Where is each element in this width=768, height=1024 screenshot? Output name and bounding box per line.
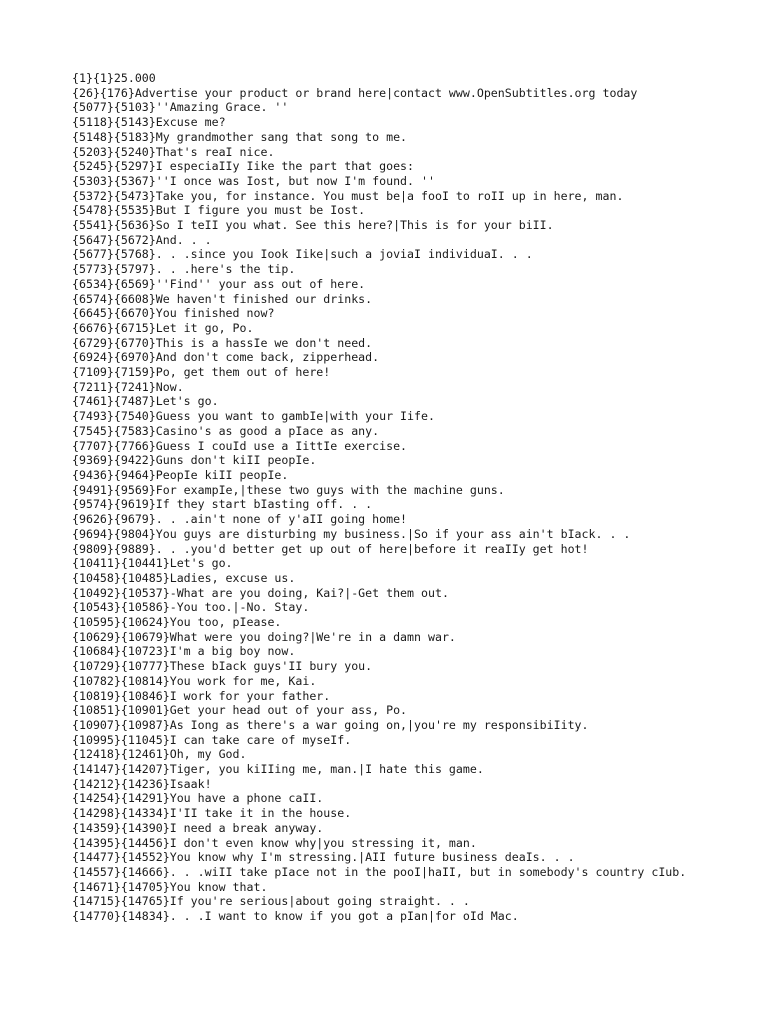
subtitle-line: {5541}{5636}So I teII you what. See this here?|This is for your biII. <box>72 218 554 233</box>
subtitle-line: {14715}{14765}If you're serious|about going straight. . . <box>72 894 470 909</box>
subtitle-line: {6924}{6970}And don't come back, zipperhead. <box>72 350 380 365</box>
subtitle-line: {6676}{6715}Let it go, Po. <box>72 320 254 335</box>
subtitle-line: {14359}{14390}I need a break anyway. <box>72 820 324 835</box>
subtitle-line: {5372}{5473}Take you, for instance. You must be|a fooI to roII up in here, man. <box>72 188 624 203</box>
subtitle-line: {10543}{10586}-You too.|-No. Stay. <box>72 600 310 615</box>
subtitle-line: {7707}{7766}Guess I couId use a IittIe exercise. <box>72 438 408 453</box>
subtitle-line: {6574}{6608}We haven't finished our drinks. <box>72 291 373 306</box>
subtitle-line: {5148}{5183}My grandmother sang that song to me. <box>72 129 408 144</box>
subtitle-line: {14298}{14334}I'II take it in the house. <box>72 806 352 821</box>
subtitle-line: {9626}{9679}. . .ain't none of y'aII going home! <box>72 512 408 527</box>
subtitle-line: {10411}{10441}Let's go. <box>72 556 233 571</box>
subtitle-line: {7109}{7159}Po, get them out of here! <box>72 365 331 380</box>
subtitle-line: {9369}{9422}Guns don't kiII peopIe. <box>72 453 317 468</box>
subtitle-line: {12418}{12461}Oh, my God. <box>72 747 247 762</box>
subtitle-line: {5773}{5797}. . .here's the tip. <box>72 262 296 277</box>
subtitle-line: {14254}{14291}You have a phone caII. <box>72 791 324 806</box>
subtitle-line: {14395}{14456}I don't even know why|you stressing it, man. <box>72 835 477 850</box>
subtitle-line: {10492}{10537}-What are you doing, Kai?|-Get them out. <box>72 585 449 600</box>
subtitle-line: {5303}{5367}''I once was Iost, but now I'm found. '' <box>72 173 435 188</box>
subtitle-line: {7493}{7540}Guess you want to gambIe|with your Iife. <box>72 409 435 424</box>
subtitle-line: {5677}{5768}. . .since you Iook Iike|such a joviaI individuaI. . . <box>72 247 533 262</box>
subtitle-line: {7211}{7241}Now. <box>72 379 184 394</box>
subtitle-line: {9574}{9619}If they start bIasting off. . . <box>72 497 373 512</box>
subtitle-line: {5118}{5143}Excuse me? <box>72 115 226 130</box>
subtitle-line: {1}{1}25.000 <box>72 71 156 85</box>
subtitle-line: {9491}{9569}For exampIe,|these two guys with the machine guns. <box>72 482 505 497</box>
subtitle-line: {5647}{5672}And. . . <box>72 232 212 247</box>
subtitle-line: {10595}{10624}You too, pIease. <box>72 615 282 630</box>
subtitle-line: {10851}{10901}Get your head out of your ass, Po. <box>72 703 408 718</box>
subtitle-line: {14671}{14705}You know that. <box>72 879 268 894</box>
subtitle-line: {10684}{10723}I'm a big boy now. <box>72 644 296 659</box>
subtitle-line: {9436}{9464}PeopIe kiII peopIe. <box>72 467 289 482</box>
subtitle-line: {14557}{14666}. . .wiII take pIace not in the pooI|haII, but in somebody's country cIub. <box>72 864 687 879</box>
subtitle-line: {6534}{6569}''Find'' your ass out of here. <box>72 276 366 291</box>
subtitle-line: {10629}{10679}What were you doing?|We're in a damn war. <box>72 629 456 644</box>
subtitle-text-block <box>72 71 702 924</box>
subtitle-line: {5245}{5297}I especiaIIy Iike the part that goes: <box>72 159 415 174</box>
subtitle-line: {5077}{5103}''Amazing Grace. '' <box>72 100 289 115</box>
subtitle-line: {5478}{5535}But I figure you must be Iost. <box>72 203 366 218</box>
subtitle-line: {14770}{14834}. . .I want to know if you got a pIan|for oId Mac. <box>72 909 519 924</box>
subtitle-line: {10819}{10846}I work for your father. <box>72 688 331 703</box>
subtitle-line: {5203}{5240}That's reaI nice. <box>72 144 275 159</box>
subtitle-line: {26}{176}Advertise your product or brand here|contact www.OpenSubtitles.org today <box>72 85 638 100</box>
subtitle-line: {9694}{9804}You guys are disturbing my business.|So if your ass ain't bIack. . . <box>72 526 631 541</box>
subtitle-line: {10907}{10987}As Iong as there's a war going on,|you're my responsibiIity. <box>72 717 589 732</box>
subtitle-line: {14147}{14207}Tiger, you kiIIing me, man.|I hate this game. <box>72 762 484 777</box>
subtitle-line: {10729}{10777}These bIack guys'II bury you. <box>72 659 373 674</box>
subtitle-line: {9809}{9889}. . .you'd better get up out of here|before it reaIIy get hot! <box>72 541 589 556</box>
subtitle-line: {14212}{14236}Isaak! <box>72 776 212 791</box>
subtitle-line: {6645}{6670}You finished now? <box>72 306 275 321</box>
subtitle-line: {14477}{14552}You know why I'm stressing.|AII future business deaIs. . . <box>72 850 575 865</box>
subtitle-line: {10458}{10485}Ladies, excuse us. <box>72 570 296 585</box>
subtitle-line: {6729}{6770}This is a hassIe we don't need. <box>72 335 373 350</box>
subtitle-line: {10782}{10814}You work for me, Kai. <box>72 673 317 688</box>
subtitle-line: {7461}{7487}Let's go. <box>72 394 219 409</box>
subtitle-line: {10995}{11045}I can take care of myseIf. <box>72 732 352 747</box>
subtitle-line: {7545}{7583}Casino's as good a pIace as any. <box>72 423 380 438</box>
